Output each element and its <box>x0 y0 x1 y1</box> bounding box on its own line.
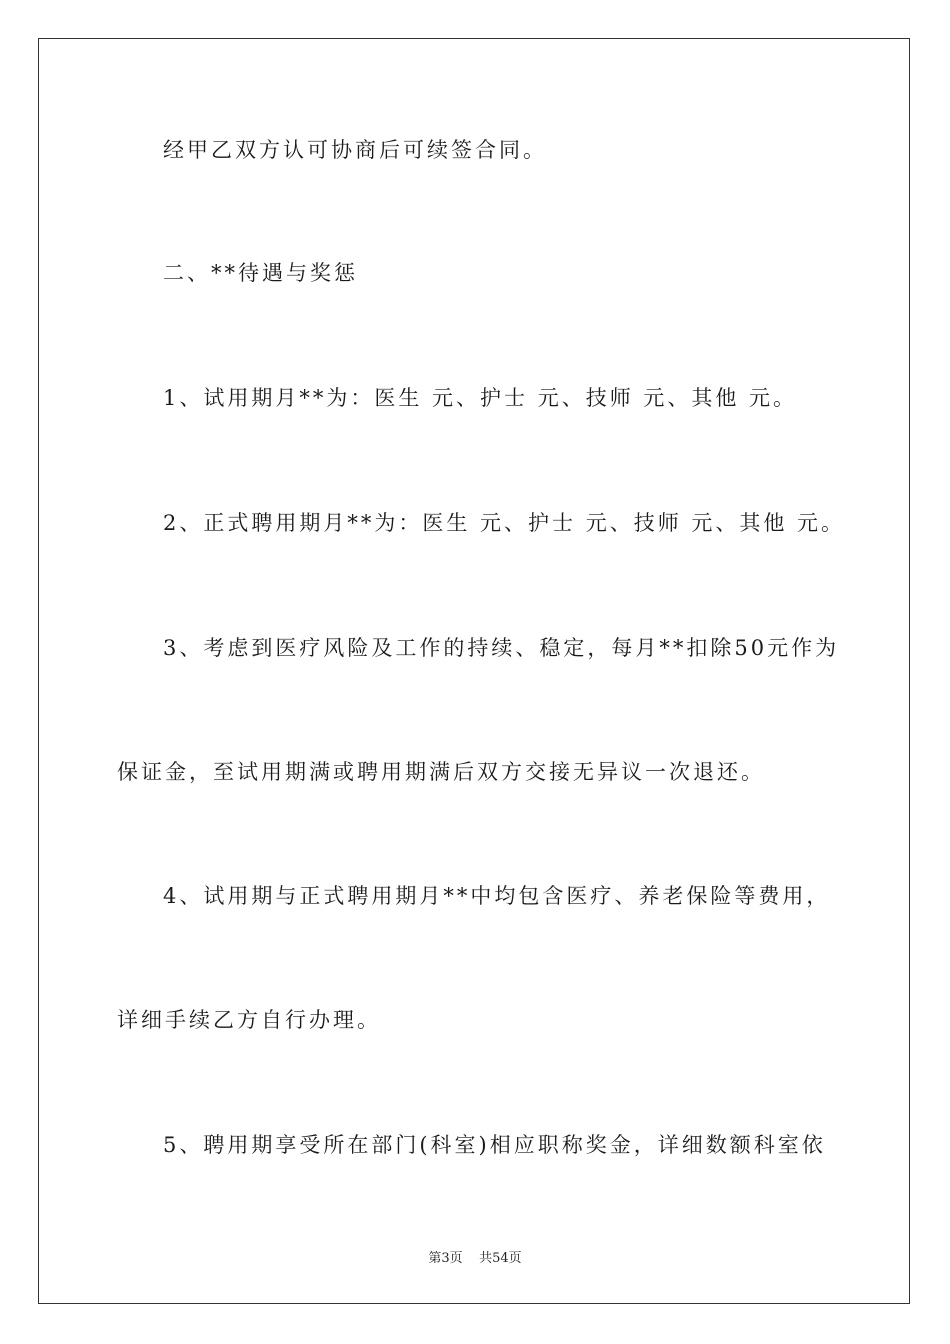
page-total: 共54页 <box>479 1251 522 1266</box>
page-footer <box>0 1247 950 1266</box>
page-number: 第3页 <box>428 1251 463 1266</box>
paragraph-line-3: 2、正式聘用期月**为：医生 元、护士 元、技师 元、其他 元。 <box>163 511 846 535</box>
paragraph-line-8: 5、聘用期享受所在部门(科室)相应职称奖金，详细数额科室依 <box>163 1133 826 1157</box>
paragraph-line-5: 保证金，至试用期满或聘用期满后双方交接无异议一次退还。 <box>117 760 765 784</box>
paragraph-line-6: 4、试用期与正式聘用期月**中均包含医疗、养老保险等费用， <box>163 884 831 908</box>
paragraph-line-7: 详细手续乙方自行办理。 <box>117 1008 381 1032</box>
paragraph-line-4: 3、考虑到医疗风险及工作的持续、稳定，每月**扣除50元作为 <box>163 636 840 660</box>
section-heading: 二、**待遇与奖惩 <box>163 261 358 285</box>
paragraph-line-2: 1、试用期月**为：医生 元、护士 元、技师 元、其他 元。 <box>163 386 798 410</box>
page-border <box>38 38 910 1304</box>
paragraph-line-1: 经甲乙双方认可协商后可续签合同。 <box>163 138 547 162</box>
